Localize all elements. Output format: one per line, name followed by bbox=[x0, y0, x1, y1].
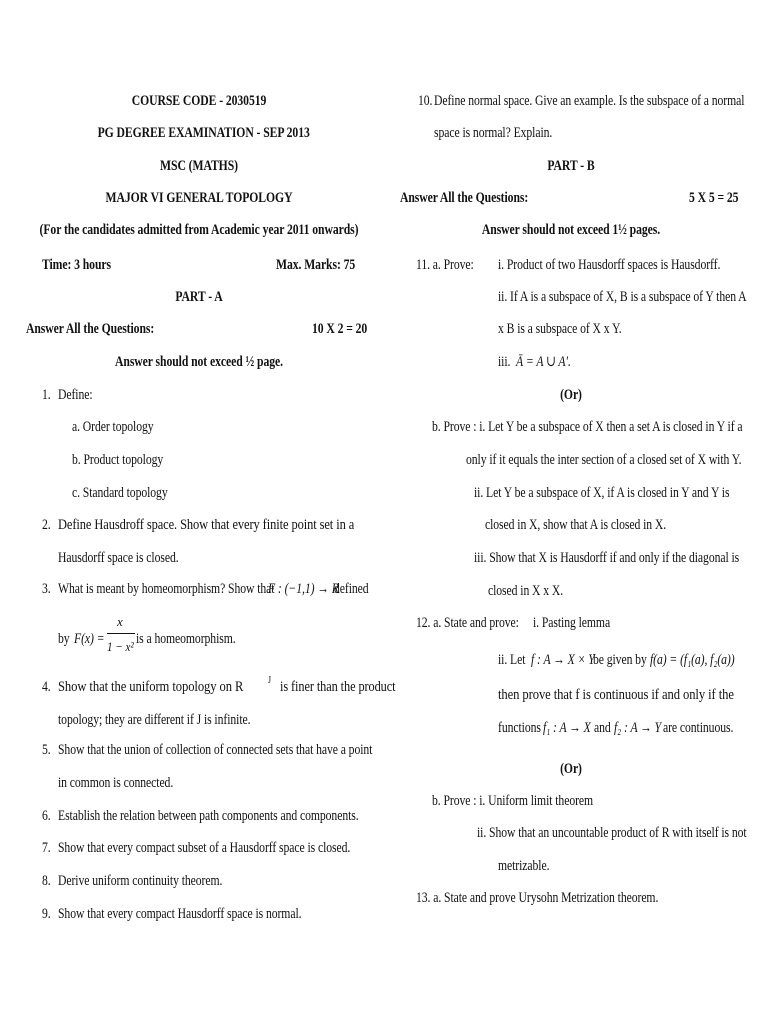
q2-line1: Define Hausdroff space. Show that every finite point set in a bbox=[58, 517, 355, 533]
q3-math-mapping: F : (−1,1) → R bbox=[268, 581, 339, 597]
q3-function: F(x) = bbox=[74, 631, 105, 647]
q1-a: a. Order topology bbox=[72, 419, 154, 435]
q11a-iii: iii. bbox=[498, 354, 511, 370]
q3-line2-end: is a homeomorphism. bbox=[136, 631, 236, 647]
q1-text: Define: bbox=[58, 387, 93, 403]
q12a-ii-math2: f(a) = (f₁(a), f₂(a)) bbox=[650, 652, 735, 668]
q4-superscript: J bbox=[268, 675, 271, 686]
q12a-line4-prefix: functions bbox=[498, 720, 541, 736]
q2-line2: Hausdorff space is closed. bbox=[58, 550, 179, 566]
q8-text: Derive uniform continuity theorem. bbox=[58, 873, 223, 889]
q1-number: 1. bbox=[42, 387, 51, 403]
q1-b: b. Product topology bbox=[72, 452, 164, 468]
or-separator-2: (Or) bbox=[560, 761, 582, 777]
q11b-line1: b. Prove : i. Let Y be a subspace of X then a set A is closed in Y if a bbox=[432, 419, 743, 435]
q12a-line4-end: are continuous. bbox=[663, 720, 734, 736]
course-code: COURSE CODE - 2030519 bbox=[131, 93, 267, 109]
q3-by: by bbox=[58, 631, 70, 647]
q3-denominator: 1 − x² bbox=[107, 639, 134, 654]
q12a-i: i. Pasting lemma bbox=[533, 615, 611, 631]
q3-line1-end: defined bbox=[334, 581, 369, 597]
q5-number: 5. bbox=[42, 742, 51, 758]
part-b-limit: Answer should not exceed 1½ pages. bbox=[481, 222, 661, 238]
q11a-ii-line2: x B is a subspace of X x Y. bbox=[498, 321, 622, 337]
q8-number: 8. bbox=[42, 873, 51, 889]
q11a-i: i. Product of two Hausdorff spaces is Hausdorff. bbox=[498, 257, 721, 273]
q11a-iii-math: Ā = A ∪ A′. bbox=[516, 354, 571, 370]
time-allowed: Time: 3 hours bbox=[42, 257, 111, 273]
q11b-line4: closed in X, show that A is closed in X. bbox=[485, 517, 667, 533]
max-marks: Max. Marks: 75 bbox=[276, 257, 356, 273]
q9-text: Show that every compact Hausdorff space is normal. bbox=[58, 906, 302, 922]
q11b-line2: only if it equals the inter section of a closed set of X with Y. bbox=[466, 452, 742, 468]
q10-number: 10. bbox=[418, 93, 433, 109]
q11b-line5: iii. Show that X is Hausdorff if and only if the diagonal is bbox=[474, 550, 740, 566]
q12a-ii-prefix: ii. Let bbox=[498, 652, 526, 668]
q4-line1b: is finer than the product bbox=[280, 679, 396, 695]
part-b-marks: 5 X 5 = 25 bbox=[689, 190, 739, 206]
q3-number: 3. bbox=[42, 581, 51, 597]
q6-text: Establish the relation between path components and components. bbox=[58, 808, 359, 824]
q4-line1a: Show that the uniform topology on R bbox=[58, 679, 244, 695]
q12a-ii-math1: f : A → X × Y bbox=[531, 652, 595, 668]
part-a-instruction: Answer All the Questions: bbox=[26, 321, 155, 337]
q7-number: 7. bbox=[42, 840, 51, 856]
paper-title: MAJOR VI GENERAL TOPOLOGY bbox=[105, 190, 293, 206]
q5-line1: Show that the union of collection of connected sets that have a point bbox=[58, 742, 373, 758]
q7-text: Show that every compact subset of a Hausdorff space is closed. bbox=[58, 840, 351, 856]
q12b-line2: ii. Show that an uncountable product of R with itself is not bbox=[477, 825, 747, 841]
q12a-line4-and: and bbox=[594, 720, 611, 736]
q10-line1: Define normal space. Give an example. Is the subspace of a normal bbox=[434, 93, 745, 109]
q11a-ii-line1: ii. If A is a subspace of X, B is a subspace of Y then A bbox=[498, 289, 747, 305]
q11b-line3: ii. Let Y be a subspace of X, if A is closed in Y and Y is bbox=[474, 485, 730, 501]
q10-line2: space is normal? Explain. bbox=[434, 125, 553, 141]
q12a-ii-mid: be given by bbox=[593, 652, 647, 668]
q5-line2: in common is connected. bbox=[58, 775, 174, 791]
q2-number: 2. bbox=[42, 517, 51, 533]
part-a-limit: Answer should not exceed ½ page. bbox=[115, 354, 283, 370]
q9-number: 9. bbox=[42, 906, 51, 922]
q11b-line6: closed in X x X. bbox=[488, 583, 564, 599]
q12b-line1: b. Prove : i. Uniform limit theorem bbox=[432, 793, 594, 809]
q12a-line3: then prove that f is continuous if and only if the bbox=[498, 687, 734, 703]
degree: MSC (MATHS) bbox=[160, 158, 238, 174]
q12b-line3: metrizable. bbox=[498, 858, 550, 874]
part-a-title: PART - A bbox=[175, 289, 223, 305]
q12a-line4-math2: f₂ : A → Y bbox=[614, 720, 662, 736]
q12a-line4-math1: f₁ : A → X bbox=[543, 720, 591, 736]
part-b-title: PART - B bbox=[547, 158, 595, 174]
q3-line1: What is meant by homeomorphism? Show that bbox=[58, 581, 275, 597]
candidates-note: (For the candidates admitted from Academic year 2011 onwards) bbox=[39, 222, 359, 238]
q6-number: 6. bbox=[42, 808, 51, 824]
q3-numerator: x bbox=[117, 614, 123, 629]
part-a-marks: 10 X 2 = 20 bbox=[312, 321, 368, 337]
q4-number: 4. bbox=[42, 679, 51, 695]
q1-c: c. Standard topology bbox=[72, 485, 168, 501]
q4-line2: topology; they are different if J is infinite. bbox=[58, 712, 251, 728]
or-separator-1: (Or) bbox=[560, 387, 582, 403]
q13a-text: 13. a. State and prove Urysohn Metrization theorem. bbox=[416, 890, 659, 906]
q11a-label: 11. a. Prove: bbox=[416, 257, 474, 273]
part-b-instruction: Answer All the Questions: bbox=[400, 190, 529, 206]
exam-title: PG DEGREE EXAMINATION - SEP 2013 bbox=[97, 125, 310, 141]
q12a-label: 12. a. State and prove: bbox=[416, 615, 519, 631]
q3-fraction-bar bbox=[107, 633, 135, 634]
